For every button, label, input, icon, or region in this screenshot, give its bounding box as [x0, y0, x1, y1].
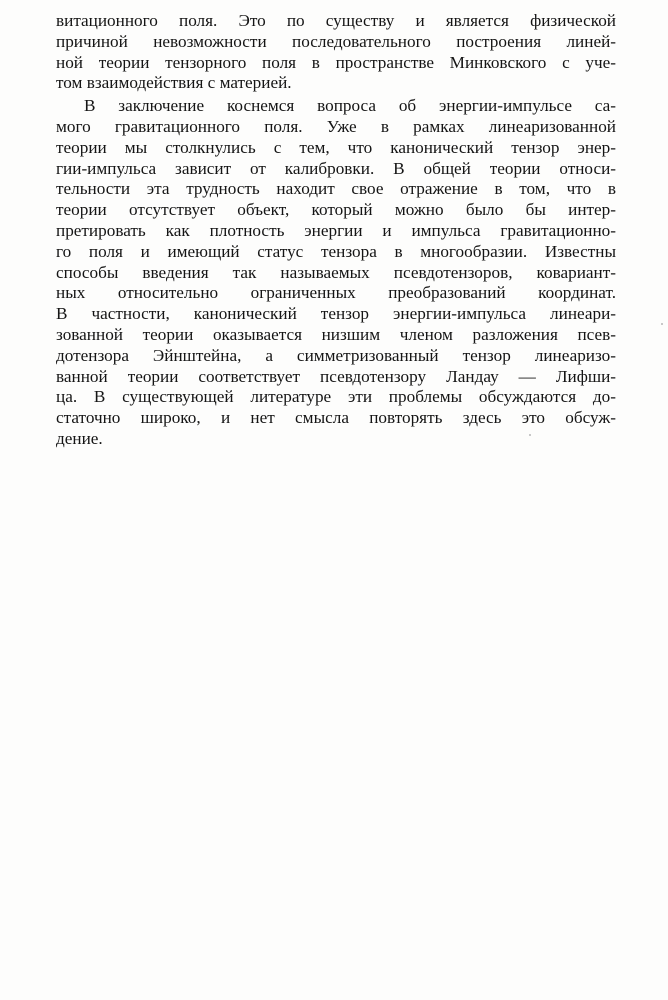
- text-line: дотензора Эйнштейна, а симметризованный тензор линеаризо-: [56, 345, 616, 365]
- scan-speck: [661, 323, 663, 325]
- paragraph-1: [56, 11, 616, 94]
- text-line: теории отсутствует объект, который можно было бы интер-: [56, 200, 616, 220]
- text-line: том взаимодействия с материей.: [56, 73, 292, 93]
- body-text: [56, 11, 616, 450]
- text-line: В заключение коснемся вопроса об энергии-импульсе са-: [84, 96, 616, 116]
- text-line: тельности эта трудность находит свое отражение в том, что в: [56, 179, 616, 199]
- text-line: статочно широко, и нет смысла повторять здесь это обсуж-: [56, 408, 616, 428]
- text-line: ванной теории соответствует псевдотензору Ландау — Лифши-: [56, 366, 616, 386]
- paragraph-2: [56, 96, 616, 450]
- text-line: В частности, канонический тензор энергии-импульса линеари-: [56, 304, 616, 324]
- text-line: причиной невозможности последовательного построения линей-: [56, 31, 616, 51]
- text-line: ных относительно ограниченных преобразований координат.: [56, 283, 616, 303]
- text-line: претировать как плотность энергии и импульса гравитационно-: [56, 220, 616, 240]
- text-line: мого гравитационного поля. Уже в рамках линеаризованной: [56, 116, 616, 136]
- text-line: го поля и имеющий статус тензора в многообразии. Известны: [56, 241, 616, 261]
- text-line: теории мы столкнулись с тем, что канонический тензор энер-: [56, 137, 616, 157]
- text-line: витационного поля. Это по существу и является физической: [56, 11, 616, 30]
- text-line: способы введения так называемых псевдотензоров, ковариант-: [56, 262, 616, 282]
- text-line: гии-импульса зависит от калибровки. В общей теории относи-: [56, 158, 616, 178]
- scan-speck: [529, 434, 531, 436]
- text-line: ца. В существующей литературе эти проблемы обсуждаются до-: [56, 387, 616, 407]
- text-line: зованной теории оказывается низшим членом разложения псев-: [56, 324, 616, 344]
- text-line: ной теории тензорного поля в пространстве Минковского с уче-: [56, 52, 616, 72]
- text-line: дение.: [56, 428, 103, 448]
